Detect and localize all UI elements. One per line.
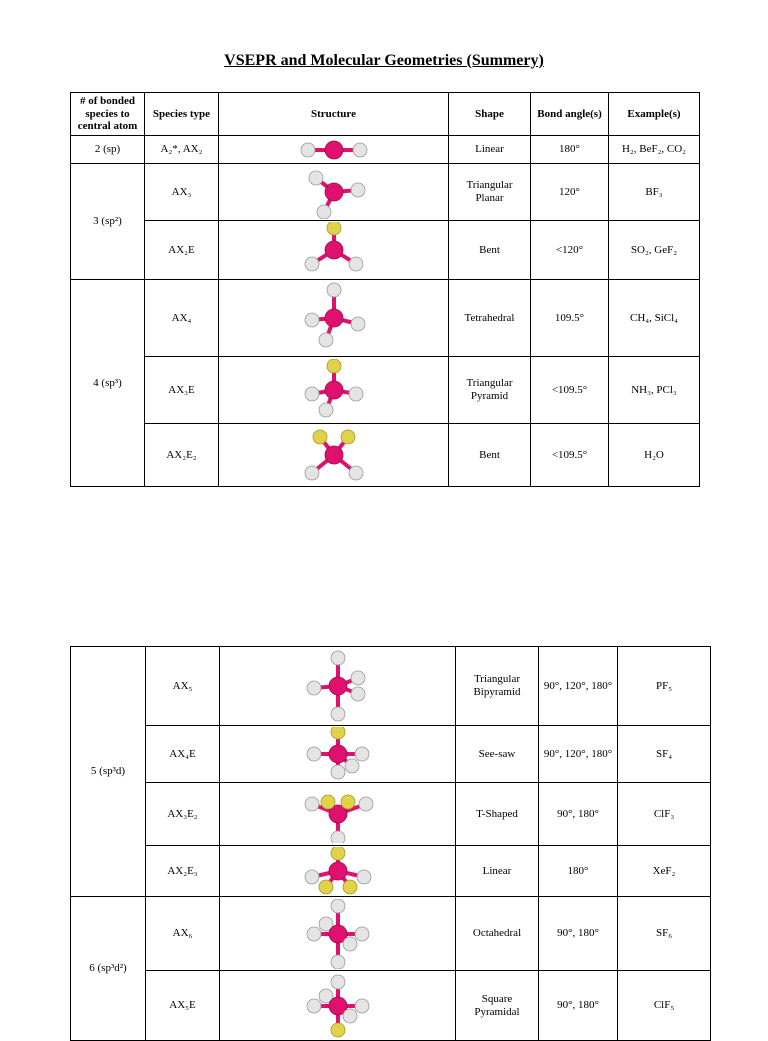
ligand-atom — [301, 143, 315, 157]
ligand-atom — [305, 387, 319, 401]
species-cell: AX₅ — [146, 647, 220, 726]
header-structure: Structure — [219, 93, 449, 136]
ligand-atom — [317, 205, 331, 219]
lone-pair-atom — [331, 1023, 345, 1037]
group-label: 5 (sp³d) — [71, 647, 146, 897]
lone-pair-atom — [313, 430, 327, 444]
ligand-atom — [343, 937, 357, 951]
central-atom — [325, 183, 343, 201]
table-row — [71, 783, 711, 846]
table-row — [71, 164, 700, 221]
shape-cell: Triangular Planar — [449, 164, 531, 221]
angle-cell: 180° — [531, 136, 609, 164]
central-atom — [325, 446, 343, 464]
examples-cell: XeF₂ — [618, 846, 711, 897]
table-row — [71, 424, 700, 487]
header-species: Species type — [145, 93, 219, 136]
lone-pair-atom — [331, 727, 345, 739]
species-cell: A₂*, AX₂ — [145, 136, 219, 164]
header-row — [71, 93, 700, 136]
shape-cell: Triangular Pyramid — [449, 357, 531, 424]
shape-cell: Linear — [449, 136, 531, 164]
t-shaped-molecule-icon — [298, 785, 378, 843]
ligand-atom — [345, 759, 359, 773]
lone-pair-atom — [341, 795, 355, 809]
structure-cell — [220, 783, 456, 846]
species-cell: AX₃E₂ — [146, 783, 220, 846]
angle-cell: 90°, 120°, 180° — [539, 647, 618, 726]
trigonal-bipyramidal-molecule-icon — [298, 649, 378, 723]
table-row — [71, 897, 711, 971]
ligand-atom — [349, 387, 363, 401]
central-atom — [325, 241, 343, 259]
linear-three-lone-pairs-molecule-icon — [298, 847, 378, 895]
species-cell: AX₂E₃ — [146, 846, 220, 897]
central-atom — [325, 141, 343, 159]
ligand-atom — [331, 765, 345, 779]
square-pyramidal-molecule-icon — [298, 973, 378, 1039]
species-cell: AX₃E — [145, 357, 219, 424]
trigonal-pyramidal-molecule-icon — [294, 359, 374, 421]
seesaw-molecule-icon — [298, 727, 378, 781]
examples-cell: ClF₅ — [618, 971, 711, 1041]
ligand-atom — [307, 681, 321, 695]
linear-molecule-icon — [294, 138, 374, 162]
bent-molecule-icon — [294, 222, 374, 278]
lone-pair-atom — [341, 430, 355, 444]
table-row — [71, 136, 700, 164]
ligand-atom — [349, 466, 363, 480]
ligand-atom — [359, 797, 373, 811]
ligand-atom — [353, 143, 367, 157]
table-row — [71, 280, 700, 357]
header-angle: Bond angle(s) — [531, 93, 609, 136]
examples-cell: SF₆ — [618, 897, 711, 971]
table-row — [71, 221, 700, 280]
ligand-atom — [307, 999, 321, 1013]
shape-cell: Bent — [449, 424, 531, 487]
lone-pair-atom — [343, 880, 357, 894]
ligand-atom — [305, 797, 319, 811]
trigonal-planar-molecule-icon — [294, 165, 374, 219]
lone-pair-atom — [331, 847, 345, 860]
vsepr-table-2 — [70, 646, 711, 1041]
angle-cell: 120° — [531, 164, 609, 221]
ligand-atom — [331, 831, 345, 843]
ligand-atom — [309, 171, 323, 185]
examples-cell: NH₃, PCl₃ — [609, 357, 700, 424]
structure-cell — [220, 647, 456, 726]
central-atom — [329, 677, 347, 695]
species-cell: AX₄E — [146, 726, 220, 783]
ligand-atom — [307, 927, 321, 941]
species-cell: AX₆ — [146, 897, 220, 971]
structure-cell — [220, 971, 456, 1041]
shape-cell: Triangular Bipyramid — [456, 647, 539, 726]
species-cell: AX₄ — [145, 280, 219, 357]
lone-pair-atom — [327, 222, 341, 235]
group-label: 2 (sp) — [71, 136, 145, 164]
angle-cell: 180° — [539, 846, 618, 897]
species-cell: AX₅E — [146, 971, 220, 1041]
shape-cell: Linear — [456, 846, 539, 897]
examples-cell: PF₅ — [618, 647, 711, 726]
structure-cell — [220, 846, 456, 897]
table-row — [71, 357, 700, 424]
ligand-atom — [305, 466, 319, 480]
ligand-atom — [331, 975, 345, 989]
structure-cell — [219, 164, 449, 221]
ligand-atom — [331, 955, 345, 969]
vsepr-table-1 — [70, 92, 700, 487]
examples-cell: ClF₃ — [618, 783, 711, 846]
ligand-atom — [319, 403, 333, 417]
ligand-atom — [343, 1009, 357, 1023]
angle-cell: 90°, 120°, 180° — [539, 726, 618, 783]
angle-cell: 109.5° — [531, 280, 609, 357]
group-label: 6 (sp³d²) — [71, 897, 146, 1041]
shape-cell: Tetrahedral — [449, 280, 531, 357]
angle-cell: 90°, 180° — [539, 971, 618, 1041]
examples-cell: H₂O — [609, 424, 700, 487]
lone-pair-atom — [321, 795, 335, 809]
ligand-atom — [357, 870, 371, 884]
bent-two-lone-pairs-molecule-icon — [294, 426, 374, 484]
ligand-atom — [355, 747, 369, 761]
central-atom — [325, 309, 343, 327]
structure-cell — [220, 897, 456, 971]
species-cell: AX₂E₂ — [145, 424, 219, 487]
angle-cell: <120° — [531, 221, 609, 280]
ligand-atom — [355, 999, 369, 1013]
ligand-atom — [331, 651, 345, 665]
angle-cell: <109.5° — [531, 357, 609, 424]
shape-cell: Bent — [449, 221, 531, 280]
species-cell: AX₂E — [145, 221, 219, 280]
structure-cell — [219, 136, 449, 164]
ligand-atom — [351, 687, 365, 701]
table-row — [71, 846, 711, 897]
ligand-atom — [307, 747, 321, 761]
examples-cell: CH₄, SiCl₄ — [609, 280, 700, 357]
ligand-atom — [351, 317, 365, 331]
shape-cell: T-Shaped — [456, 783, 539, 846]
central-atom — [325, 381, 343, 399]
ligand-atom — [351, 183, 365, 197]
examples-cell: BF₃ — [609, 164, 700, 221]
ligand-atom — [355, 927, 369, 941]
ligand-atom — [331, 707, 345, 721]
page-title: VSEPR and Molecular Geometries (Summery) — [224, 52, 544, 69]
ligand-atom — [327, 283, 341, 297]
structure-cell — [220, 726, 456, 783]
angle-cell: <109.5° — [531, 424, 609, 487]
structure-cell — [219, 357, 449, 424]
octahedral-molecule-icon — [298, 899, 378, 969]
group-label: 4 (sp³) — [71, 280, 145, 487]
header-shape: Shape — [449, 93, 531, 136]
table-row — [71, 647, 711, 726]
shape-cell: Square Pyramidal — [456, 971, 539, 1041]
structure-cell — [219, 280, 449, 357]
tetrahedral-molecule-icon — [294, 282, 374, 354]
ligand-atom — [319, 333, 333, 347]
examples-cell: SF₄ — [618, 726, 711, 783]
ligand-atom — [305, 257, 319, 271]
examples-cell: SO₂, GeF₂ — [609, 221, 700, 280]
table-row — [71, 971, 711, 1041]
shape-cell: Octahedral — [456, 897, 539, 971]
angle-cell: 90°, 180° — [539, 897, 618, 971]
central-atom — [329, 862, 347, 880]
table-row — [71, 726, 711, 783]
header-bonded: # of bonded species to central atom — [71, 93, 145, 136]
structure-cell — [219, 424, 449, 487]
examples-cell: H₂, BeF₂, CO₂ — [609, 136, 700, 164]
species-cell: AX₃ — [145, 164, 219, 221]
lone-pair-atom — [319, 880, 333, 894]
lone-pair-atom — [327, 359, 341, 373]
group-label: 3 (sp²) — [71, 164, 145, 280]
header-examples: Example(s) — [609, 93, 700, 136]
ligand-atom — [351, 671, 365, 685]
angle-cell: 90°, 180° — [539, 783, 618, 846]
ligand-atom — [331, 899, 345, 913]
central-atom — [329, 745, 347, 763]
structure-cell — [219, 221, 449, 280]
shape-cell: See-saw — [456, 726, 539, 783]
ligand-atom — [305, 313, 319, 327]
ligand-atom — [349, 257, 363, 271]
ligand-atom — [305, 870, 319, 884]
